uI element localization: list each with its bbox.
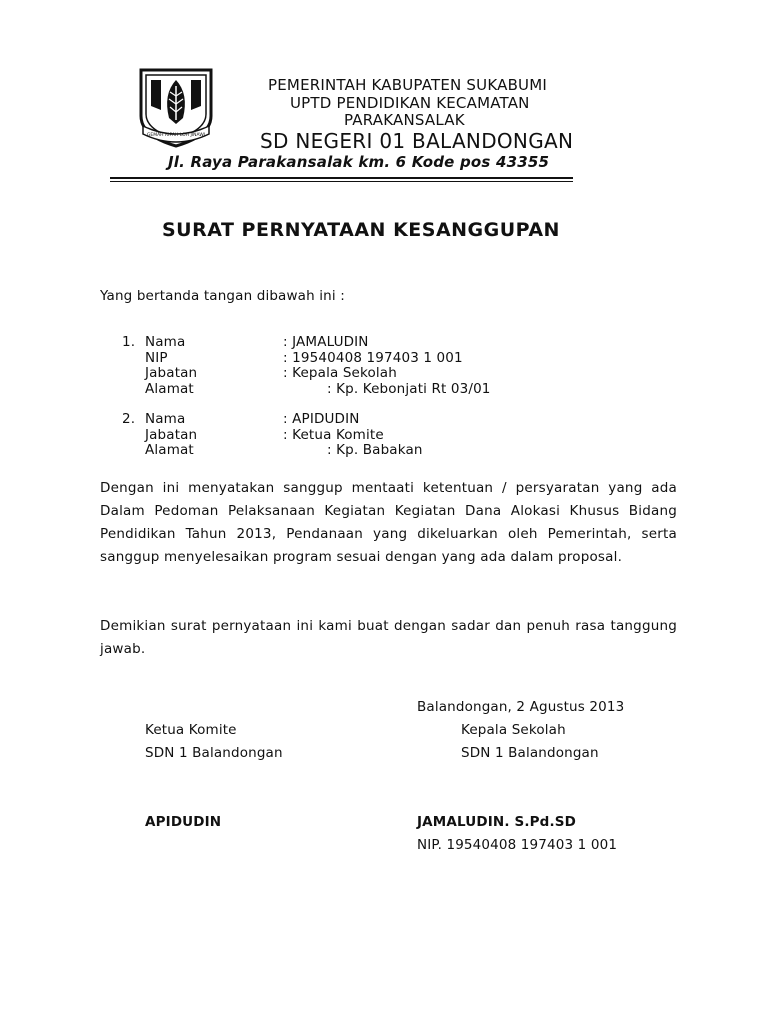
signature-right-name: JAMALUDIN. S.Pd.SD — [417, 814, 576, 830]
person-2-alamat-label: Alamat — [145, 442, 194, 458]
person-2-jabatan-label: Jabatan — [145, 427, 198, 443]
regency-emblem-logo — [137, 66, 215, 150]
header-line-3: PARAKANSALAK — [344, 111, 465, 129]
person-1-nip-label: NIP — [145, 350, 168, 366]
signature-left-name: APIDUDIN — [145, 814, 222, 830]
person-1-alamat-value: : Kp. Kebonjati Rt 03/01 — [327, 381, 491, 397]
header-divider-thick — [110, 177, 573, 179]
intro-text: Yang bertanda tangan dibawah ini : — [100, 288, 345, 304]
closing-paragraph: Demikian surat pernyataan ini kami buat dengan sadar dan penuh rasa tanggung jawab. — [100, 618, 677, 657]
header-divider-thin — [110, 181, 573, 182]
school-name: SD NEGERI 01 BALANDONGAN — [260, 129, 574, 153]
signature-right-role: Kepala Sekolah — [461, 722, 566, 738]
person-2-number: 2. — [122, 411, 136, 427]
header-line-1: PEMERINTAH KABUPATEN SUKABUMI — [268, 76, 548, 94]
school-address: Jl. Raya Parakansalak km. 6 Kode pos 43355 — [168, 153, 550, 171]
place-date: Balandongan, 2 Agustus 2013 — [417, 699, 625, 715]
emblem-motto: GEMAH RIPAH LOH JINAWI — [146, 133, 206, 138]
header-line-2: UPTD PENDIDIKAN KECAMATAN — [290, 94, 530, 112]
person-1-nip-value: : 19540408 197403 1 001 — [283, 350, 463, 366]
signature-right-org: SDN 1 Balandongan — [461, 745, 599, 761]
signature-right-nip: NIP. 19540408 197403 1 001 — [417, 837, 618, 853]
signature-left-org: SDN 1 Balandongan — [145, 745, 283, 761]
person-1-jabatan-label: Jabatan — [145, 365, 198, 381]
person-2-alamat-value: : Kp. Babakan — [327, 442, 423, 458]
person-2-name-label: Nama — [145, 411, 186, 427]
signature-left-role: Ketua Komite — [145, 722, 237, 738]
statement-paragraph: Dengan ini menyatakan sanggup mentaati ketentuan / persyaratan yang ada Dalam Pedoman Pelaksanaan Kegiatan Kegiatan Dana Alokasi Khusus Bidang Pendidikan Tahun 2013, Pendanaan yang dikeluarkan oleh Pemerintah, serta sanggup menyelesaikan program sesuai dengan yang ada dalam proposal. — [100, 480, 677, 565]
person-1-jabatan-value: : Kepala Sekolah — [283, 365, 397, 381]
person-1-name-value: : JAMALUDIN — [283, 334, 369, 350]
person-2-name-value: : APIDUDIN — [283, 411, 360, 427]
person-2-jabatan-value: : Ketua Komite — [283, 427, 384, 443]
document-title: SURAT PERNYATAAN KESANGGUPAN — [162, 219, 560, 241]
person-1-name-label: Nama — [145, 334, 186, 350]
person-1-alamat-label: Alamat — [145, 381, 194, 397]
person-1-number: 1. — [122, 334, 136, 350]
